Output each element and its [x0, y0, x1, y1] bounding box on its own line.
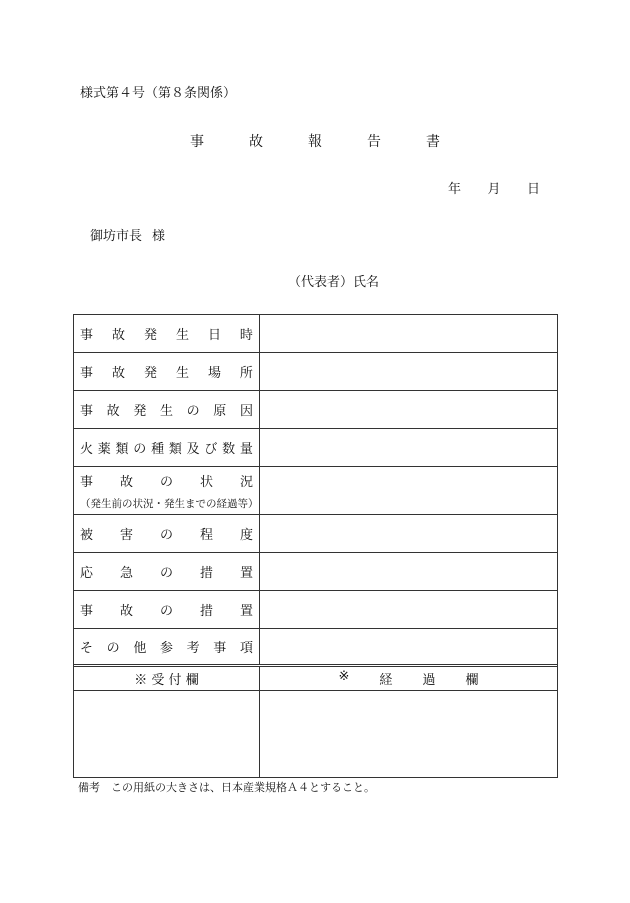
- accident-cause-field[interactable]: [260, 391, 557, 428]
- accident-measures-field[interactable]: [260, 591, 557, 628]
- row-label: 事 故 発 生 日 時: [74, 315, 260, 352]
- form-number: 様式第４号（第８条関係）: [80, 86, 237, 101]
- table-row: [74, 515, 557, 553]
- row-label: 被 害 の 程 度: [74, 515, 260, 552]
- damage-extent-field[interactable]: [260, 515, 557, 552]
- row-label: 応 急 の 措 置: [74, 553, 260, 590]
- remarks-note: 備考 この用紙の大きさは、日本産業規格Ａ４とすること。: [78, 781, 375, 794]
- table-row: [74, 591, 557, 629]
- addressee-name: 御坊市長: [90, 229, 143, 244]
- progress-box[interactable]: [260, 691, 557, 777]
- row-label: 事 故 の 措 置: [74, 591, 260, 628]
- date-line: [448, 178, 540, 197]
- applicant-name-label: （代表者）氏名: [288, 275, 380, 290]
- row-sublabel: （発生前の状況・発生までの経過等）: [80, 497, 259, 510]
- day-label: 日: [526, 182, 540, 197]
- accident-report-table: [73, 314, 558, 778]
- explosive-type-quantity-field[interactable]: [260, 429, 557, 466]
- table-row: [74, 353, 557, 391]
- addressee-honorific: 様: [152, 229, 166, 244]
- accident-situation-field[interactable]: [260, 467, 557, 514]
- row-label: 事 故 発 生 の 原 因: [74, 391, 260, 428]
- accident-datetime-field[interactable]: [260, 315, 557, 352]
- table-row: [74, 553, 557, 591]
- office-use-body: [74, 691, 557, 777]
- other-reference-field[interactable]: [260, 629, 557, 664]
- table-row: [74, 429, 557, 467]
- row-label: 火 薬 類 の 種 類 及 び 数 量: [74, 429, 260, 466]
- table-row: [74, 629, 557, 667]
- accident-location-field[interactable]: [260, 353, 557, 390]
- table-row: [74, 391, 557, 429]
- month-label: 月: [487, 182, 501, 197]
- addressee: [90, 225, 165, 244]
- progress-header: ※ 経 過 欄: [338, 669, 479, 688]
- row-label: 事 故 発 生 場 所: [74, 353, 260, 390]
- row-label: 事 故 の 状 況 （発生前の状況・発生までの経過等）: [74, 467, 260, 514]
- office-use-header: [74, 667, 557, 691]
- document-title: 事 故 報 告 書: [190, 134, 440, 150]
- reception-header: ※ 受 付 欄: [74, 667, 260, 690]
- row-label: そ の 他 参 考 事 項: [74, 629, 260, 664]
- reception-box[interactable]: [74, 691, 260, 777]
- emergency-measures-field[interactable]: [260, 553, 557, 590]
- table-row: [74, 467, 557, 515]
- year-label: 年: [448, 182, 462, 197]
- table-row: [74, 315, 557, 353]
